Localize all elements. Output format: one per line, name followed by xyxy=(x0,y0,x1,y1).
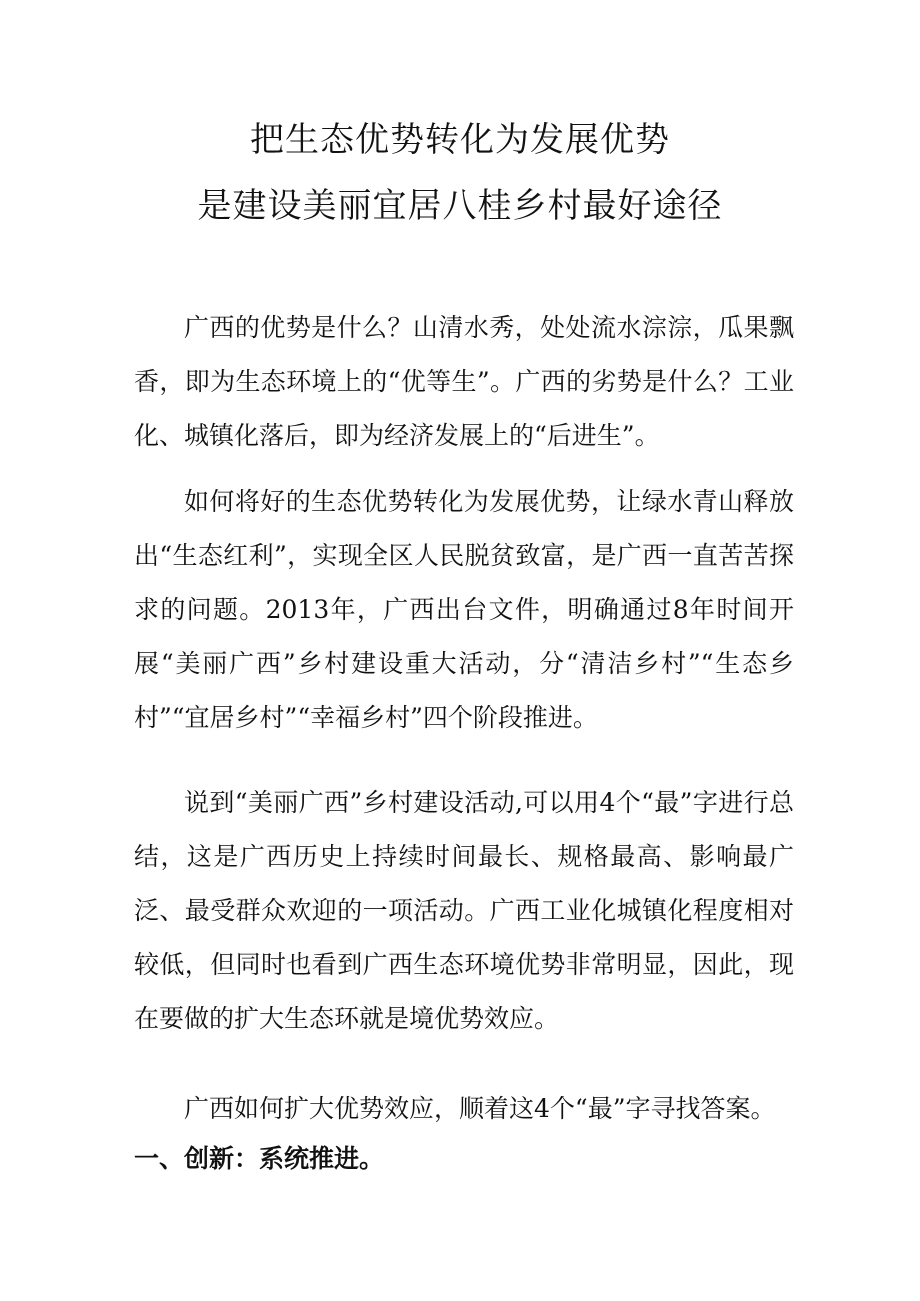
document-title-line-2: 是建设美丽宜居八桂乡村最好途径 xyxy=(197,186,723,226)
document-title-line-1: 把生态优势转化为发展优势 xyxy=(250,120,670,160)
paragraph-1: 广西的优势是什么？山清水秀，处处流水淙淙，瓜果飘香，即为生态环境上的“优等生”。广西的劣势是什么？工业化、城镇化落后，即为经济发展上的“后进生”。 xyxy=(134,313,794,450)
paragraph-2: 如何将好的生态优势转化为发展优势，让绿水青山释放出“生态红利”，实现全区人民脱贫致富，是广西一直苦苦探求的问题。2013年，广西出台文件，明确通过8年时间开展“美丽广西”乡村建设重大活动，分“清洁乡村”“生态乡村”“宜居乡村”“幸福乡村”四个阶段推进。 xyxy=(134,487,794,732)
paragraph-4: 广西如何扩大优势效应，顺着这4个“最”字寻找答案。 xyxy=(184,1094,776,1123)
paragraph-3: 说到“美丽广西”乡村建设活动,可以用4个“最”字进行总结，这是广西历史上持续时间最长、规格最高、影响最广泛、最受群众欢迎的一项活动。广西工业化城镇化程度相对较低，但同时也看到广西生态环境优势非常明显，因此，现在要做的扩大生态环就是境优势效应。 xyxy=(134,788,794,1033)
section-heading: 一、创新：系统推进。 xyxy=(134,1144,385,1173)
